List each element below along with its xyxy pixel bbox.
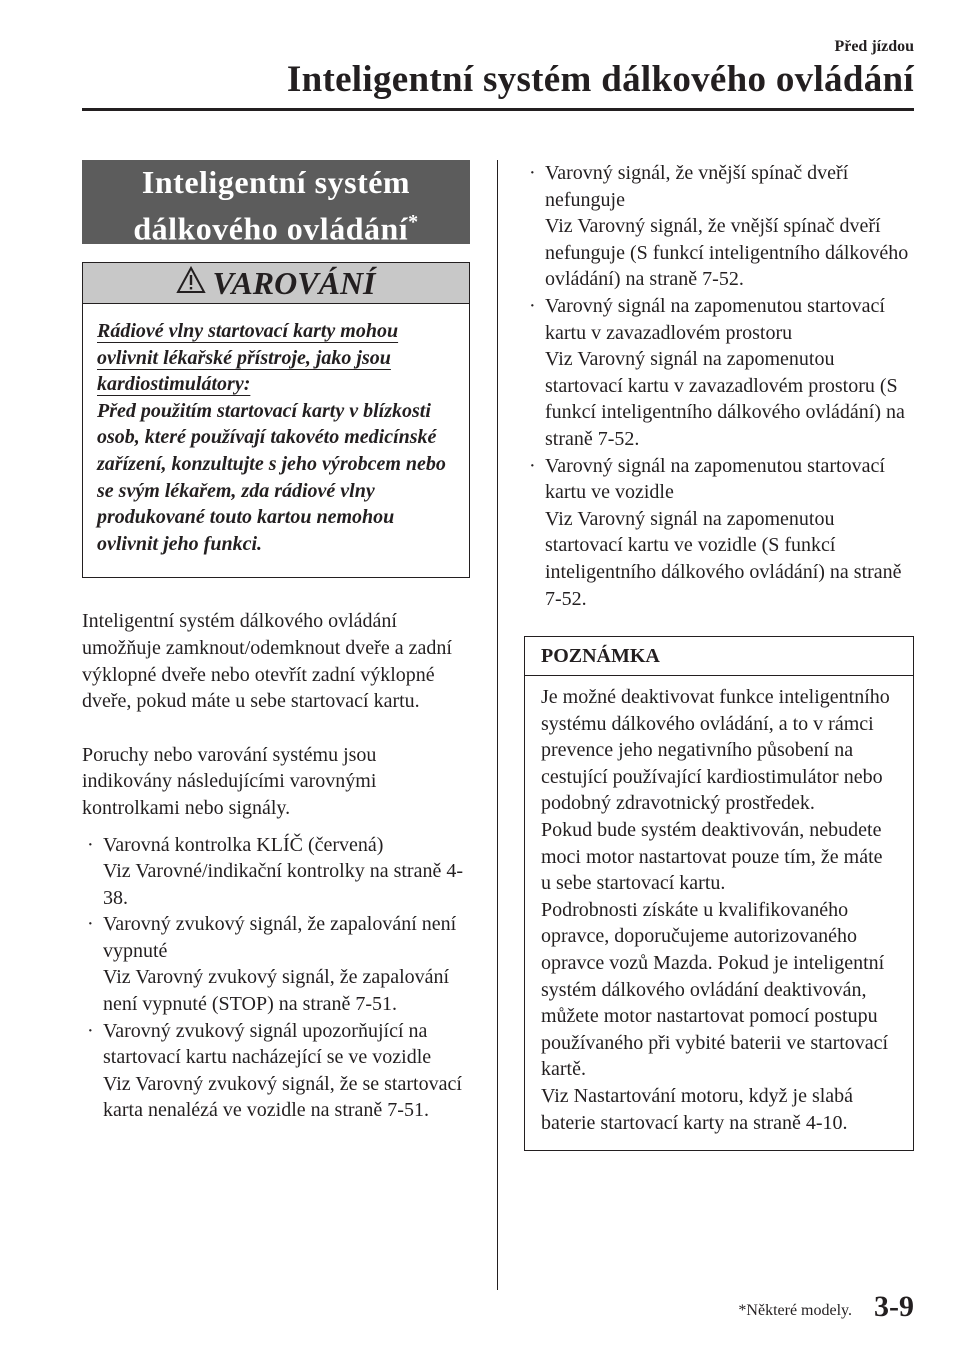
list-item — [82, 832, 470, 912]
list-item-title: Varovný zvukový signál upozorňující na startovací kartu nacházející se ve vozidle — [103, 1019, 432, 1069]
section-title-box — [82, 160, 470, 247]
note-text-2: Pokud bude systém deaktivován, nebudete moci motor nastartovat pouze tím, že máte u sebe startovací kartu. — [541, 819, 883, 895]
list-item-reference: Viz Varovný zvukový signál, že zapalování není vypnuté (STOP) na straně 7-51. — [103, 966, 450, 1016]
bullet-icon: · — [529, 454, 536, 477]
list-item-reference: Viz Varovné/indikační kontrolky na straně 4-38. — [103, 860, 463, 909]
list-item-title: Varovný zvukový signál, že zapalování není vypnuté — [103, 913, 457, 962]
list-item-title: Varovný signál na zapomenutou startovací kartu ve vozidle — [545, 454, 885, 504]
list-item — [524, 453, 914, 613]
asterisk-marker: * — [408, 211, 419, 233]
warning-text: Před použitím startovací karty v blízkosti osob, které používají takovéto medicínské zařízení, konzultujte s jeho výrobcem nebo se svým lékařem, zda rádiové vlny produkované touto kartou nemohou ovlivnit jeho funkci. — [97, 399, 446, 555]
list-item-reference: Viz Varovný zvukový signál, že se startovací karta nenalézá ve vozidle na straně 7-51. — [103, 1072, 462, 1122]
list-item-title: Varovný signál, že vnější spínač dveří nefunguje — [545, 162, 849, 211]
bullet-icon: · — [529, 162, 536, 184]
section-title-line1: Inteligentní systém — [141, 164, 411, 200]
warning-title: Rádiové vlny startovací karty mohou ovlivnit lékařské přístroje, jako jsou kardiostimulátory: — [97, 320, 399, 396]
footnote: *Některé modely. — [738, 1302, 852, 1319]
bullet-icon: · — [87, 833, 94, 856]
list-item — [82, 1018, 470, 1124]
section-title-line2-text: dálkového ovládání — [133, 210, 409, 247]
list-item-reference: Viz Varovný signál, že vnější spínač dveří nefunguje (S funkcí inteligentního dálkového ovládání) na straně 7-52. — [545, 215, 909, 291]
warning-box — [82, 262, 470, 578]
intro-paragraph-2: Poruchy nebo varování systému jsou indikovány následujícími varovnými kontrolkami nebo signály. — [82, 743, 377, 819]
section-title-line2 — [82, 202, 470, 249]
warning-header — [83, 263, 469, 304]
warning-label: VAROVÁNÍ — [212, 264, 376, 301]
page-header-title: Inteligentní systém dálkového ovládání — [286, 59, 914, 100]
list-item — [82, 911, 470, 1017]
note-body — [525, 676, 913, 1150]
warning-signals-list-left — [82, 832, 470, 1125]
right-column — [524, 160, 914, 1151]
list-item-title: Varovná kontrolka KLÍČ (červená) — [103, 833, 384, 856]
list-item — [524, 293, 914, 453]
column-divider — [497, 160, 498, 1290]
note-text-3: Podrobnosti získáte u kvalifikovaného opravce, doporučujeme autorizovaného opravce vozů Mazda. Pokud je inteligentní systém dálkového ovládání deaktivován, můžete motor nastartovat pomocí postupu používaného při vybité baterii ve startovací kartě. — [541, 898, 889, 1081]
list-item-reference: Viz Varovný signál na zapomenutou startovací kartu v zavazadlovém prostoru (S funkcí inteligentního dálkového ovládání) na straně 7-52. — [545, 348, 905, 450]
note-text-4: Viz Nastartování motoru, když je slabá baterie startovací karty na straně 4-10. — [541, 1085, 854, 1134]
warning-signals-list-right — [524, 160, 914, 612]
note-text-1: Je možné deaktivovat funkce inteligentního systému dálkového ovládání, a to v rámci prevence jeho negativního působení na cestující používající kardiostimulátor nebo podobný zdravotnický prostředek. — [541, 686, 890, 815]
list-item — [524, 160, 914, 293]
note-box — [524, 636, 914, 1151]
bullet-icon: · — [529, 294, 536, 317]
note-header: POZNÁMKA — [525, 637, 913, 676]
bullet-icon: · — [87, 913, 94, 936]
warning-triangle-icon — [176, 265, 212, 302]
bullet-icon: · — [87, 1019, 94, 1042]
page-number: 3-9 — [874, 1290, 914, 1323]
list-item-title: Varovný signál na zapomenutou startovací kartu v zavazadlovém prostoru — [545, 294, 885, 344]
section-label: Před jízdou — [834, 38, 914, 55]
intro-paragraph-1: Inteligentní systém dálkového ovládání umožňuje zamknout/odemknout dveře a zadní výklopné dveře nebo otevřít zadní výklopné dveře, pokud máte u sebe startovací kartu. — [82, 610, 452, 713]
left-column — [82, 160, 470, 1124]
warning-body — [83, 304, 469, 577]
list-item-reference: Viz Varovný signál na zapomenutou startovací kartu ve vozidle (S funkcí inteligentního dálkového ovládání) na straně 7-52. — [545, 507, 902, 610]
header-rule — [82, 108, 914, 111]
